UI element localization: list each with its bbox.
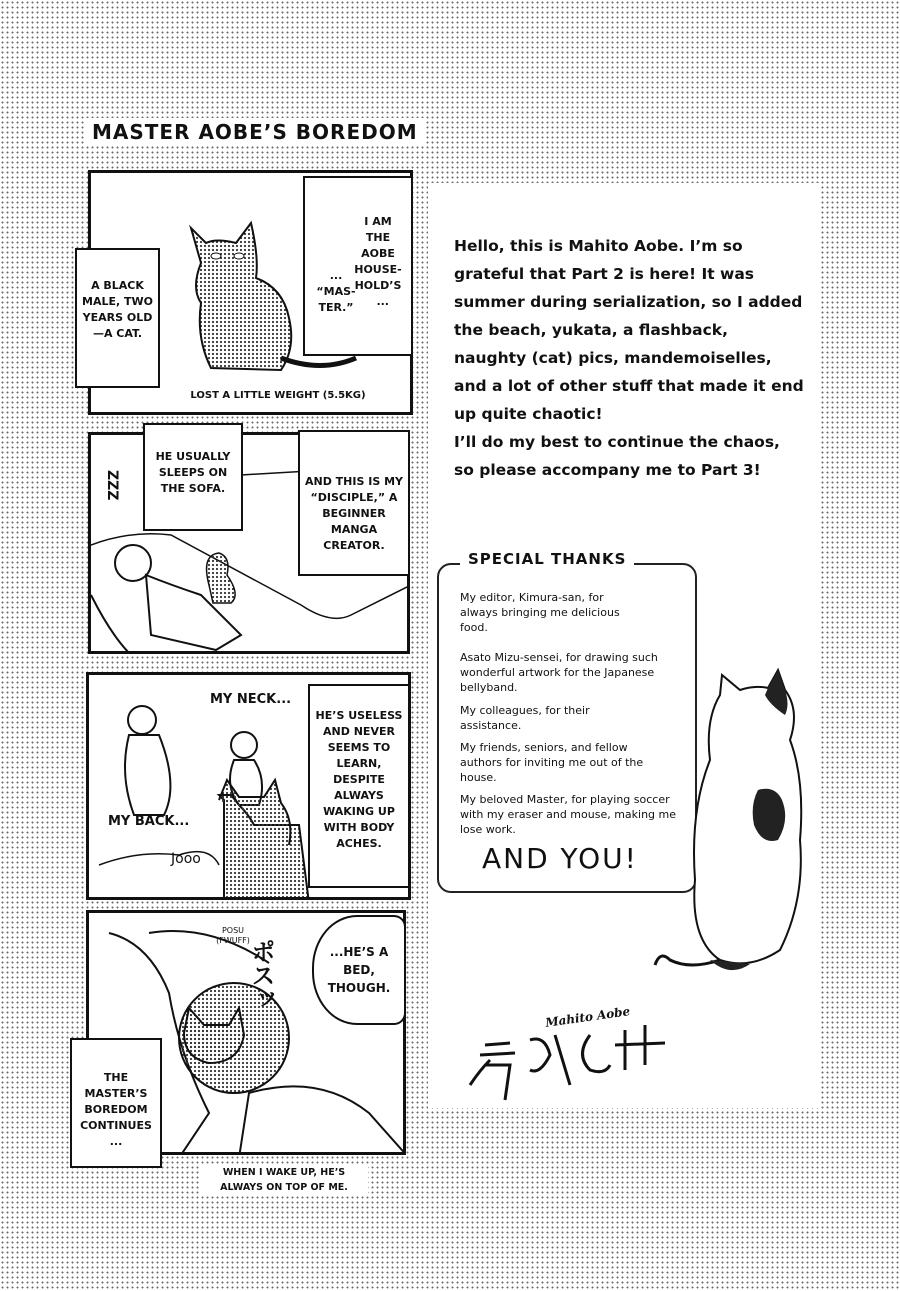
panel4-left-box: THE MASTER’S BOREDOM CONTINUES ... [70, 1038, 162, 1168]
sigh-sfx: Jooo [171, 851, 201, 867]
panel4-speech-bubble: ...HE’S A BED, THOUGH. [312, 915, 406, 1025]
thanks-item: Asato Mizu-sensei, for drawing such wonderful artwork for the Japanese bellyband. [460, 651, 658, 694]
thanks-item: My beloved Master, for playing soccer with my eraser and mouse, making me lose work. [460, 793, 677, 836]
panel2-right-box: AND THIS IS MY “DISCIPLE,” A BEGINNER MANGA CREATOR. [298, 430, 410, 576]
and-you-text: AND YOU! [482, 842, 638, 875]
author-signature: Mahito Aobe [544, 1004, 631, 1030]
posu-sfx: POSU (FWUFF) [216, 926, 250, 945]
special-thanks-title: SPECIAL THANKS [460, 550, 634, 568]
thanks-item: My friends, seniors, and fellow authors for inviting me out of the house. [460, 741, 644, 784]
kana-sfx: ポスッ [247, 939, 275, 1011]
panel2-left-box: HE USUALLY SLEEPS ON THE SOFA. [143, 423, 243, 531]
panel1-right-bottom: ... “MAS-TER.” [316, 269, 356, 314]
thanks-item: My colleagues, for their assistance. [460, 704, 590, 732]
afterword-greeting [454, 232, 804, 484]
greeting-paragraph-1: Hello, this is Mahito Aobe. I’m so grateful that Part 2 is here! It was summer during serialization, so I added the beach, yukata, a flashback, naughty (cat) pics, mandemoiselles, and a lot of other stuff that made it end up quite chaotic! [454, 237, 804, 423]
panel1-right-box [303, 176, 413, 356]
panel1-left-box: A BLACK MALE, TWO YEARS OLD—A CAT. [75, 248, 160, 388]
snore-sfx: ZZZ [104, 470, 120, 501]
my-neck-text: MY NECK... [210, 692, 292, 707]
thanks-item: My editor, Kimura-san, for always bringing me delicious food. [460, 591, 620, 634]
panel1-right-dots: ... [376, 295, 389, 308]
panel4-caption: WHEN I WAKE UP, HE’S ALWAYS ON TOP OF ME. [200, 1164, 368, 1196]
panel1-caption: LOST A LITTLE WEIGHT (5.5KG) [179, 387, 377, 404]
my-back-text: MY BACK... [108, 814, 190, 829]
handwritten-signature-icon [460, 1015, 690, 1105]
greeting-paragraph-2: I’ll do my best to continue the chaos, so please accompany me to Part 3! [454, 433, 780, 479]
panel1-right-top: I AM THE AOBE HOUSE-HOLD’S [354, 215, 402, 292]
page-title: MASTER AOBE’S BOREDOM [86, 118, 424, 146]
panel3-right-box: HE’S USELESS AND NEVER SEEMS TO LEARN, DESPITE ALWAYS WAKING UP WITH BODY ACHES. [308, 684, 410, 888]
calico-cat-illustration [650, 660, 820, 990]
